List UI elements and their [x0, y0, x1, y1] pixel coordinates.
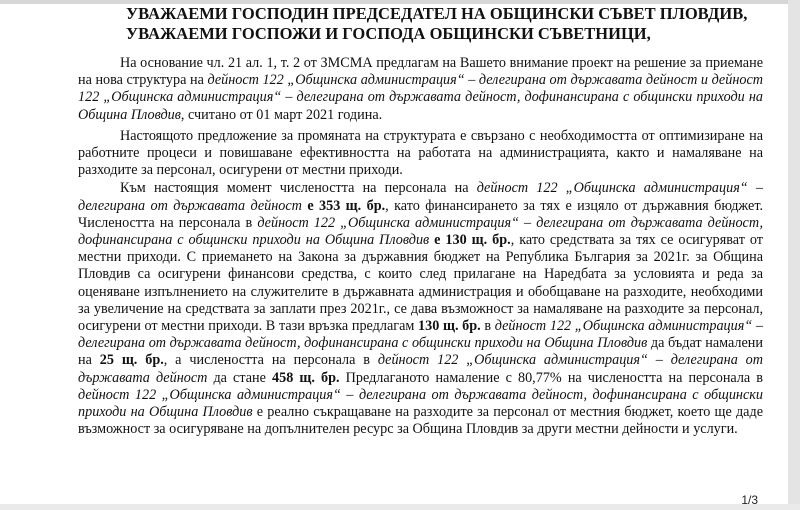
- p1-text-2: , считано от 01 март 2021 година.: [180, 106, 383, 123]
- p3-count-130-proposed: 130 щ. бр.: [418, 318, 481, 335]
- p3-text-10: Предлаганото намаление с 80,77% на числеността на персонала в: [339, 369, 764, 386]
- p3-text-7: да бъдат намалени на: [78, 335, 763, 369]
- p3-text-3: , като финансирането за тях е изцяло от държавния бюджет. Числеността на персонала в: [78, 197, 764, 231]
- p3-text-11: е реално съкращаване на разходите за персонал от местния бюджет, което ще даде възможност за осигуряване на допълнителен ресурс за Община Пловдив за други местни дейности и услуги.: [78, 404, 763, 438]
- address-heading: [126, 4, 776, 44]
- p3-activity-5: дейност 122 „Общинска администрация“ – делегирана от държавата дейност, дофинансирана с общински приходи на Община Пловдив: [78, 386, 763, 421]
- p3-text-5: , като средствата за тях се осигуряват от местни приходи. С приемането на Закона за държавния бюджет на Република България за 2021г. за Община Пловдив са осигурени финансови средства, с които след прилагане на Наредбата за условията и реда за оценяване изпълнението на служителите в държавната администрация и обобщаване на разходите, необходими за увеличение на средствата за заплати през 2021г., се дава възможност за намаляване на разходите за персонал, осигурени от местни приходи. В тази връзка предлагам: [78, 232, 763, 335]
- p3-activity-4: дейност 122 „Общинска администрация“ – делегирана от държавата дейност: [78, 352, 764, 386]
- p3-count-25: 25 щ. бр.: [99, 352, 164, 369]
- paragraph-2: [78, 128, 763, 180]
- p3-count-130: е 130 щ. бр.: [434, 232, 511, 249]
- p3-count-458: 458 щ. бр.: [272, 369, 340, 386]
- p3-activity-2: дейност 122 „Общинска администрация“ – делегирана от държавата дейност, дофинансирана с общински приходи на Община Пловдив: [78, 214, 763, 249]
- p1-activity-italic: дейност 122 „Общинска администрация“ – делегирана от държавата дейност и дейност 122 „Общинска администрация“ – делегирана от държавата дейност, дофинансирана с общински приходи на Община Пловдив: [78, 72, 763, 123]
- p2-text: Настоящото предложение за промяната на структурата е свързано с необходимостта от оптимизиране на работните процеси и повишаване ефективността на работата на администрацията, както и намаляване на разходите за персонал, осигурени от местни приходи.: [78, 127, 763, 179]
- heading-line-2: УВАЖАЕМИ ГОСПОЖИ И ГОСПОДА ОБЩИНСКИ СЪВЕТНИЦИ,: [126, 24, 651, 43]
- p3-activity-1: дейност 122 „Общинска администрация“ – делегирана от държавата дейност: [78, 180, 763, 214]
- p3-activity-3: дейност 122 „Общинска администрация“ – делегирана от държавата дейност, дофинансирана с общински приходи на Община Пловдив: [78, 318, 763, 352]
- paragraph-3: [78, 180, 763, 438]
- p3-text-9: да стане: [207, 369, 273, 386]
- p1-text-1: На основание чл. 21 ал. 1, т. 2 от ЗМСМА предлагам на Вашето внимание проект на решение за приемане на нова структура на: [78, 55, 763, 89]
- page-number: 1/3: [741, 493, 758, 507]
- p3-count-353: е 353 щ. бр.: [307, 197, 386, 214]
- letter-body: [78, 55, 763, 438]
- p3-text-1: Към настоящия момент числеността на персонала на: [120, 180, 477, 197]
- p3-text-6: в: [480, 318, 495, 335]
- scan-edge-bottom: [0, 504, 800, 510]
- heading-line-1: УВАЖАЕМИ ГОСПОДИН ПРЕДСЕДАТЕЛ НА ОБЩИНСКИ СЪВЕТ ПЛОВДИВ,: [126, 4, 748, 23]
- p3-text-8: , а числеността на персонала в: [163, 352, 378, 369]
- paragraph-1: [78, 55, 763, 124]
- scan-edge-right: [788, 0, 800, 510]
